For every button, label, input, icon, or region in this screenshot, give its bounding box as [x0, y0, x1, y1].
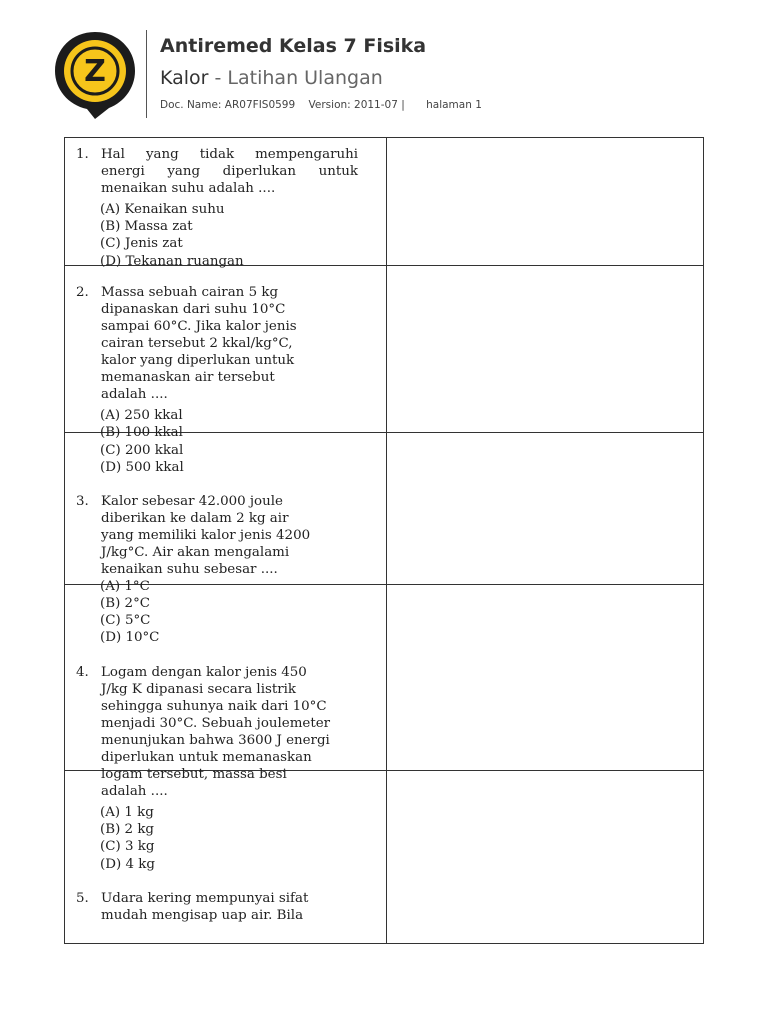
- antiremed-logo: [53, 30, 137, 120]
- option-b: (B) 2 kg: [100, 822, 155, 838]
- question-line: adalah ....: [101, 784, 168, 800]
- question-line: sampai 60°C. Jika kalor jenis: [101, 318, 297, 334]
- answer-options: [100, 201, 358, 269]
- question-text: [101, 664, 358, 801]
- option-c: (C) 3 kg: [100, 839, 155, 855]
- question-number: 1.: [76, 147, 89, 162]
- table-column-divider: [386, 137, 387, 944]
- question-text: [101, 493, 358, 578]
- questions-column: [76, 146, 358, 924]
- question-line: cairan tersebut 2 kkal/kg°C,: [101, 335, 293, 351]
- question-line: diperlukan untuk memanaskan: [101, 750, 312, 765]
- question-line: menjadi 30°C. Sebuah joulemeter: [101, 715, 331, 731]
- option-b: (B) 100 kkal: [100, 425, 183, 441]
- question-line: kenaikan suhu sebesar ....: [101, 562, 278, 578]
- question-text: [101, 146, 358, 197]
- question-4: [76, 664, 358, 873]
- question-line: kalor yang diperlukan untuk: [101, 353, 295, 369]
- question-line: Udara kering mempunyai sifat: [101, 890, 309, 906]
- question-line: adalah ....: [101, 387, 168, 403]
- option-d: (D) 4 kg: [100, 856, 155, 872]
- question-line: logam tersebut, massa besi: [101, 767, 287, 783]
- question-text: [101, 890, 358, 924]
- question-line: dipanaskan dari suhu 10°C: [101, 301, 286, 317]
- question-line: Kalor sebesar 42.000 joule: [101, 493, 283, 509]
- question-line: diberikan ke dalam 2 kg air: [101, 510, 289, 526]
- document-title: Antiremed Kelas 7 Fisika: [160, 35, 427, 57]
- answer-options: [100, 804, 358, 872]
- question-number: 3.: [76, 493, 89, 509]
- question-line: J/kg°C. Air akan mengalami: [101, 544, 290, 560]
- document-subtitle: [160, 67, 383, 89]
- option-b: (B) 2°C: [100, 596, 151, 612]
- question-line: yang memiliki kalor jenis 4200: [101, 527, 311, 543]
- header-divider: [146, 30, 147, 118]
- question-number: 4.: [76, 664, 89, 680]
- doc-name: Doc. Name: AR07FIS0599: [160, 99, 296, 111]
- question-text: [101, 284, 358, 404]
- page-number: halaman 1: [426, 99, 482, 111]
- question-line: J/kg K dipanasi secara listrik: [101, 681, 297, 697]
- question-3: [76, 493, 358, 647]
- question-1: [76, 146, 358, 270]
- option-d: (D) Tekanan ruangan: [100, 253, 244, 269]
- option-b: (B) Massa zat: [100, 219, 193, 235]
- question-line: Logam dengan kalor jenis 450: [101, 664, 307, 680]
- option-d: (D) 500 kkal: [100, 459, 184, 475]
- question-line: energi yang diperlukan untuk: [101, 164, 358, 180]
- question-line: menaikan suhu adalah ....: [101, 181, 276, 197]
- question-line: menunjukan bahwa 3600 J energi: [101, 732, 330, 748]
- option-c: (C) 200 kkal: [100, 442, 184, 458]
- answer-options: [100, 407, 358, 475]
- option-a: (A) 250 kkal: [100, 408, 183, 424]
- document-meta: [160, 99, 492, 111]
- question-5: [76, 890, 358, 924]
- option-a: (A) 1°C: [100, 579, 150, 595]
- question-line: Hal yang tidak mempengaruhi: [101, 147, 358, 162]
- option-a: (A) Kenaikan suhu: [100, 202, 225, 218]
- doc-version: Version: 2011-07 |: [308, 99, 405, 111]
- option-c: (C) 5°C: [100, 613, 151, 629]
- option-a: (A) 1 kg: [100, 805, 154, 821]
- question-2: [76, 284, 358, 476]
- answer-options: [100, 578, 358, 646]
- question-line: sehingga suhunya naik dari 10°C: [101, 698, 327, 714]
- subtitle-topic: Kalor: [160, 67, 209, 89]
- logo-letter: Z: [84, 54, 106, 89]
- question-line: Massa sebuah cairan 5 kg: [101, 284, 279, 300]
- option-d: (D) 10°C: [100, 630, 160, 646]
- subtitle-separator: -: [208, 67, 228, 89]
- subtitle-rest: Latihan Ulangan: [227, 67, 383, 89]
- option-c: (C) Jenis zat: [100, 236, 183, 252]
- question-number: 5.: [76, 890, 89, 906]
- question-line: mudah mengisap uap air. Bila: [101, 907, 304, 923]
- question-line: memanaskan air tersebut: [101, 370, 275, 386]
- question-number: 2.: [76, 284, 89, 300]
